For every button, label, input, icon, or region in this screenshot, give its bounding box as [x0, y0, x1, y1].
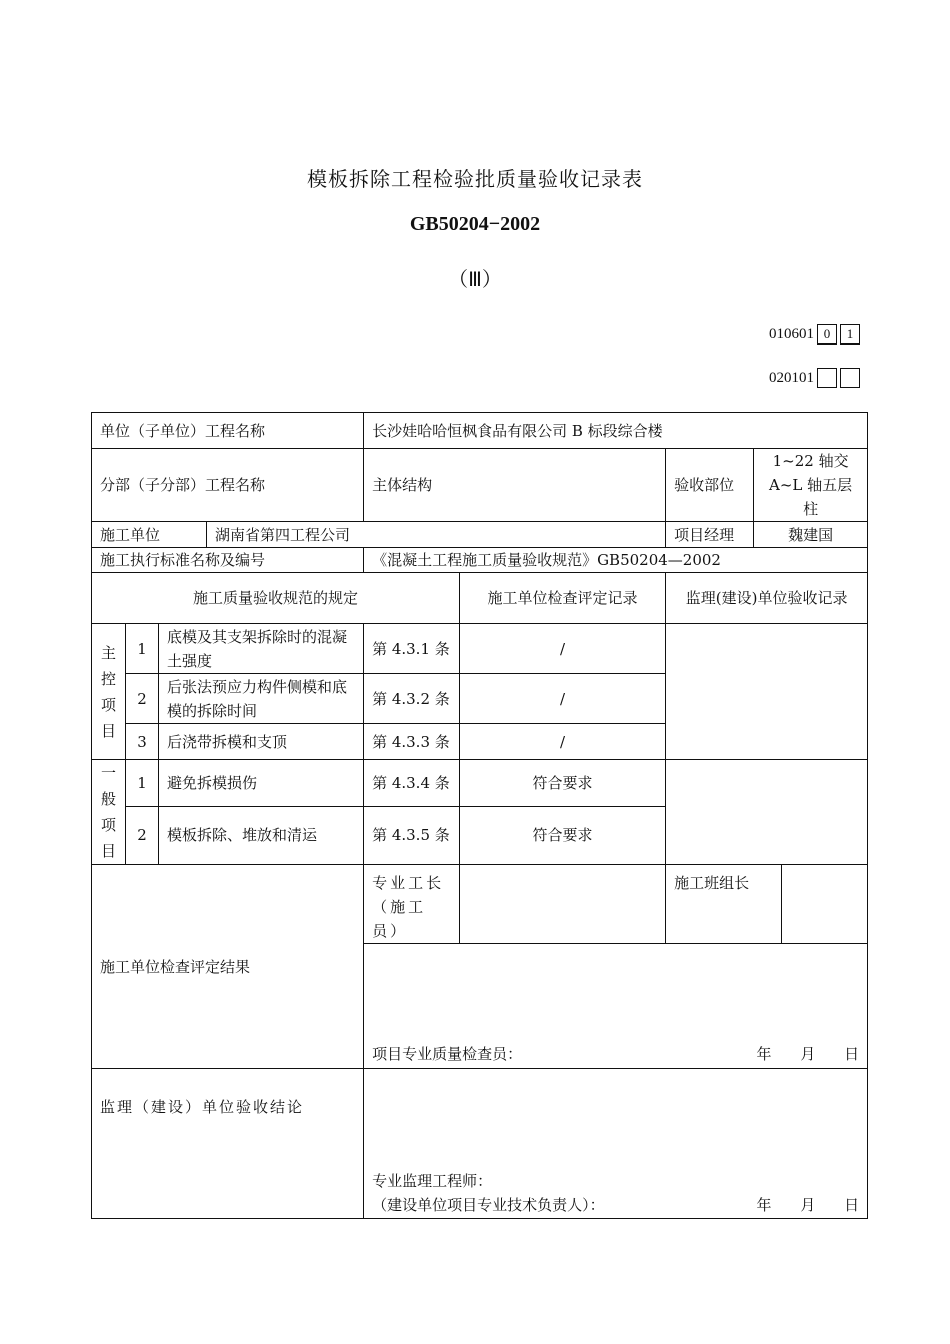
record-number-2-prefix: 020101 — [769, 369, 814, 386]
project-manager-value[interactable]: 魏建国 — [754, 522, 868, 548]
record-number-2-box-2[interactable] — [840, 368, 860, 388]
standard-value[interactable]: 《混凝土工程施工质量验收规范》GB50204—2002 — [364, 548, 868, 573]
date-year: 年 — [756, 1196, 772, 1214]
owner-technical-lead-label: （建设单位项目专业技术负责人）： — [372, 1196, 605, 1214]
date-day: 日 — [844, 1045, 860, 1063]
date-month: 月 — [800, 1196, 816, 1214]
main-items-group-char: 主 — [100, 643, 116, 662]
document-title: 模板拆除工程检验批质量验收记录表 — [307, 167, 643, 191]
general-items-group-char: 目 — [100, 842, 116, 860]
supervision-conclusion-label: 监理（建设）单位验收结论 — [92, 1069, 364, 1219]
main-items-group-label — [92, 624, 126, 760]
date-month: 月 — [800, 1045, 816, 1063]
construction-unit-label: 施工单位 — [92, 522, 207, 548]
project-manager-label: 项目经理 — [666, 522, 754, 548]
acceptance-part-label: 验收部位 — [666, 449, 754, 522]
item-number: 2 — [126, 806, 159, 864]
general-items-group-char: 一 — [100, 764, 116, 782]
supervision-conclusion-content[interactable] — [364, 1069, 868, 1219]
item-number: 1 — [126, 624, 159, 674]
item-description: 模板拆除、堆放和清运 — [159, 806, 364, 864]
part-number: （Ⅲ） — [448, 269, 502, 291]
item-description: 避免拆模损伤 — [159, 760, 364, 807]
record-number-1-prefix: 010601 — [769, 326, 814, 342]
acceptance-part-value[interactable]: 1~22 轴交 A~L 轴五层柱 — [754, 449, 868, 522]
construction-unit-value[interactable]: 湖南省第四工程公司 — [207, 522, 666, 548]
main-items-supervision-record[interactable] — [666, 624, 868, 760]
item-number: 1 — [126, 760, 159, 807]
main-items-group-char: 控 — [100, 669, 116, 688]
item-clause: 第 4.3.2 条 — [364, 674, 460, 724]
record-number-1-box-1[interactable]: 0 — [817, 324, 837, 345]
general-item-row — [92, 760, 868, 807]
general-items-group-char: 般 — [100, 790, 116, 808]
sub-project-label: 分部（子分部）工程名称 — [92, 449, 364, 522]
item-check-record[interactable]: 符合要求 — [460, 806, 666, 864]
construction-result-date — [733, 1042, 860, 1066]
quality-inspector-label: 项目专业质量检查员： — [372, 1045, 523, 1063]
item-check-record[interactable]: / — [460, 624, 666, 674]
check-record-column-header: 施工单位检查评定记录 — [460, 573, 666, 624]
item-check-record[interactable]: / — [460, 724, 666, 760]
sub-project-value[interactable]: 主体结构 — [364, 449, 666, 522]
record-number-1-box-2[interactable]: 1 — [840, 324, 860, 345]
supervising-engineer-label: 专业监理工程师： — [372, 1172, 493, 1190]
record-number-2 — [769, 368, 860, 388]
item-clause: 第 4.3.5 条 — [364, 806, 460, 864]
construction-result-content[interactable] — [364, 944, 868, 1069]
unit-project-label: 单位（子单位）工程名称 — [92, 413, 364, 449]
standard-label: 施工执行标准名称及编号 — [92, 548, 364, 573]
team-leader-label: 施工班组长 — [666, 865, 782, 944]
main-items-group-char: 项 — [100, 695, 116, 714]
item-clause: 第 4.3.4 条 — [364, 760, 460, 807]
unit-project-value[interactable]: 长沙娃哈哈恒枫食品有限公司 B 标段综合楼 — [364, 413, 868, 449]
item-check-record[interactable]: / — [460, 674, 666, 724]
foreman-label: 专业工长（施工员） — [364, 865, 460, 944]
item-description: 底模及其支架拆除时的混凝土强度 — [159, 624, 364, 674]
standard-code: GB50204−2002 — [409, 213, 541, 235]
date-year: 年 — [756, 1045, 772, 1063]
supervision-column-header: 监理(建设)单位验收记录 — [666, 573, 868, 624]
main-item-row — [92, 624, 868, 674]
record-number-1 — [769, 324, 860, 345]
item-number: 2 — [126, 674, 159, 724]
construction-result-label: 施工单位检查评定结果 — [92, 865, 364, 1069]
item-description: 后张法预应力构件侧模和底模的拆除时间 — [159, 674, 364, 724]
foreman-signature[interactable] — [460, 865, 666, 944]
supervision-conclusion-date — [733, 1193, 860, 1217]
team-leader-signature[interactable] — [782, 865, 868, 944]
main-items-group-char: 目 — [100, 721, 116, 740]
general-items-group-char: 项 — [100, 816, 116, 834]
item-description: 后浇带拆模和支顶 — [159, 724, 364, 760]
item-clause: 第 4.3.1 条 — [364, 624, 460, 674]
item-number: 3 — [126, 724, 159, 760]
general-items-group-label — [92, 760, 126, 865]
date-day: 日 — [844, 1196, 860, 1214]
general-items-supervision-record[interactable] — [666, 760, 868, 865]
item-clause: 第 4.3.3 条 — [364, 724, 460, 760]
spec-column-header: 施工质量验收规范的规定 — [92, 573, 460, 624]
item-check-record[interactable]: 符合要求 — [460, 760, 666, 807]
inspection-record-table — [91, 412, 868, 1219]
record-number-2-box-1[interactable] — [817, 368, 837, 388]
